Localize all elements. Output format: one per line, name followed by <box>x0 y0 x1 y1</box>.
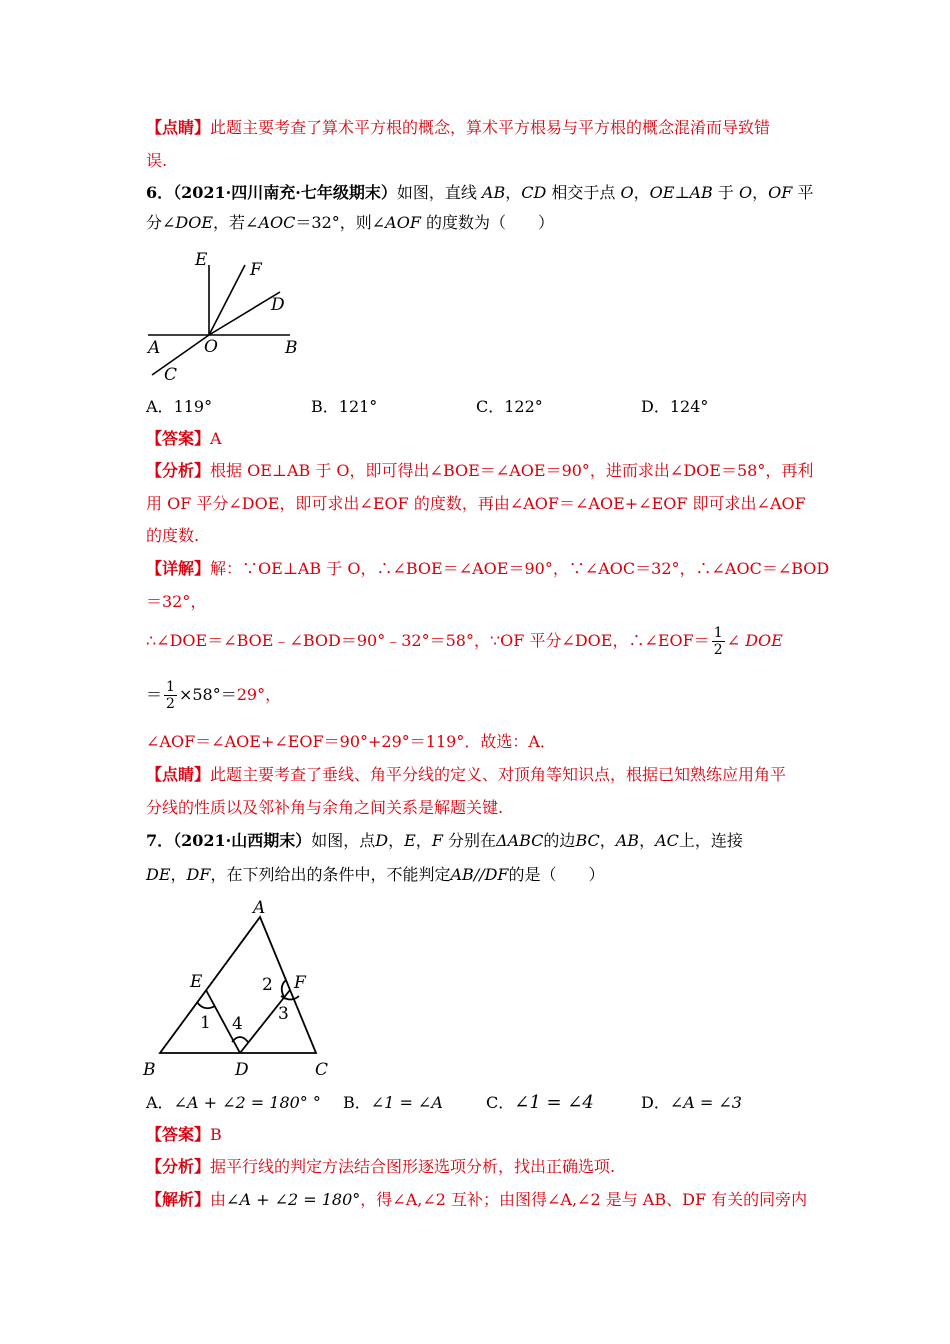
q6-option-a[interactable]: A．119° <box>146 397 213 416</box>
label-c: C <box>315 1060 329 1080</box>
q6-analysis-1: 【分析】根据 OE⊥AB 于 O，即可得出∠BOE＝∠AOE＝90°，进而求出∠DOE＝58°，再利 <box>146 461 814 480</box>
label-angle-3: 3 <box>278 1004 289 1024</box>
q7-stem-line-1: 7．（2021·山西期末）如图，点D，E，F 分别在ΔABC的边BC，AB，AC上，连接 <box>146 831 743 850</box>
q6-answer: 【答案】A <box>146 429 222 448</box>
q6-option-c[interactable]: C．122° <box>476 397 543 416</box>
q6-figure <box>140 245 310 385</box>
label-angle-4: 4 <box>232 1014 243 1034</box>
q6-option-d[interactable]: D．124° <box>641 397 709 416</box>
q6-analysis-2: 用 OF 平分∠DOE，即可求出∠EOF 的度数，再由∠AOF＝∠AOE+∠EOF 即可求出∠AOF <box>146 494 806 513</box>
q7-option-c[interactable]: C．∠1 = ∠4 <box>486 1092 594 1113</box>
label-f: F <box>250 260 262 280</box>
label-f: F <box>294 973 306 993</box>
label-e: E <box>195 250 208 270</box>
q7-analysis: 【分析】据平行线的判定方法结合图形逐选项分析，找出正确选项. <box>146 1157 616 1176</box>
q6-detail-2: ＝32°， <box>146 592 207 611</box>
q6-detail-5: ∠AOF＝∠AOE+∠EOF＝90°+29°＝119°．故选：A． <box>146 732 556 751</box>
label-e: E <box>190 972 203 992</box>
q6-detail-1: 【详解】解：∵OE⊥AB 于 O，∴∠BOE＝∠AOE＝90°，∵∠AOC＝32°，∴∠AOC＝∠BOD <box>146 559 830 578</box>
q6-option-b[interactable]: B．121° <box>311 397 378 416</box>
label-a: A <box>253 898 266 918</box>
q7-option-a[interactable]: A．∠A + ∠2 = 180° ° <box>146 1093 321 1112</box>
label-d: D <box>271 295 285 315</box>
fraction-half: $\frac{1}{2}$ <box>713 625 723 658</box>
q6-detail-4: ＝ $\frac{1}{2}$ ×58°＝29°， <box>146 679 282 712</box>
q7-stem-line-2: DE，DF，在下列给出的条件中，不能判定AB//DF的是（ ） <box>146 865 605 884</box>
label-angle-1: 1 <box>200 1013 211 1033</box>
intro-line-2: 误. <box>146 151 168 170</box>
label-angle-2: 2 <box>262 975 273 995</box>
fraction-half-2: $\frac{1}{2}$ <box>166 679 175 712</box>
q7-solution: 【解析】由∠A + ∠2 = 180°，得∠A,∠2 互补；由图得∠A,∠2 是与 AB、DF 有关的同旁内 <box>146 1190 808 1209</box>
q6-dianjing-1: 【点睛】此题主要考查了垂线、角平分线的定义、对顶角等知识点，根据已知熟练应用角平 <box>146 765 787 784</box>
q7-answer: 【答案】B <box>146 1125 222 1144</box>
label-c: C <box>164 365 178 385</box>
q6-stem-line-1: 6．（2021·四川南充·七年级期末）如图，直线 AB，CD 相交于点 O，OE⊥AB 于 O，OF 平 <box>146 183 814 202</box>
q6-detail-3: ∴∠DOE＝∠BOE﹣∠BOD＝90°﹣32°＝58°，∵OF 平分∠DOE，∴∠EOF＝ $\frac{1}{2}$ ∠ DOE <box>146 625 783 658</box>
label-b: B <box>143 1060 156 1080</box>
line-oc <box>152 335 209 375</box>
q6-stem-line-2: 分∠DOE，若∠AOC＝32°，则∠AOF 的度数为（ ） <box>146 213 555 232</box>
label-b: B <box>285 338 298 358</box>
q7-option-d[interactable]: D．∠A = ∠3 <box>641 1093 742 1112</box>
q7-option-b[interactable]: B．∠1 = ∠A <box>343 1093 443 1112</box>
q6-analysis-3: 的度数. <box>146 526 200 545</box>
q6-dianjing-2: 分线的性质以及邻补角与余角之间关系是解题关键. <box>146 798 504 817</box>
label-d: D <box>235 1060 249 1080</box>
label-a: A <box>148 338 161 358</box>
q7-figure <box>140 895 340 1080</box>
intro-line-1: 【点睛】此题主要考查了算术平方根的概念，算术平方根易与平方根的概念混淆而导致错 <box>146 118 771 137</box>
label-o: O <box>204 337 218 357</box>
